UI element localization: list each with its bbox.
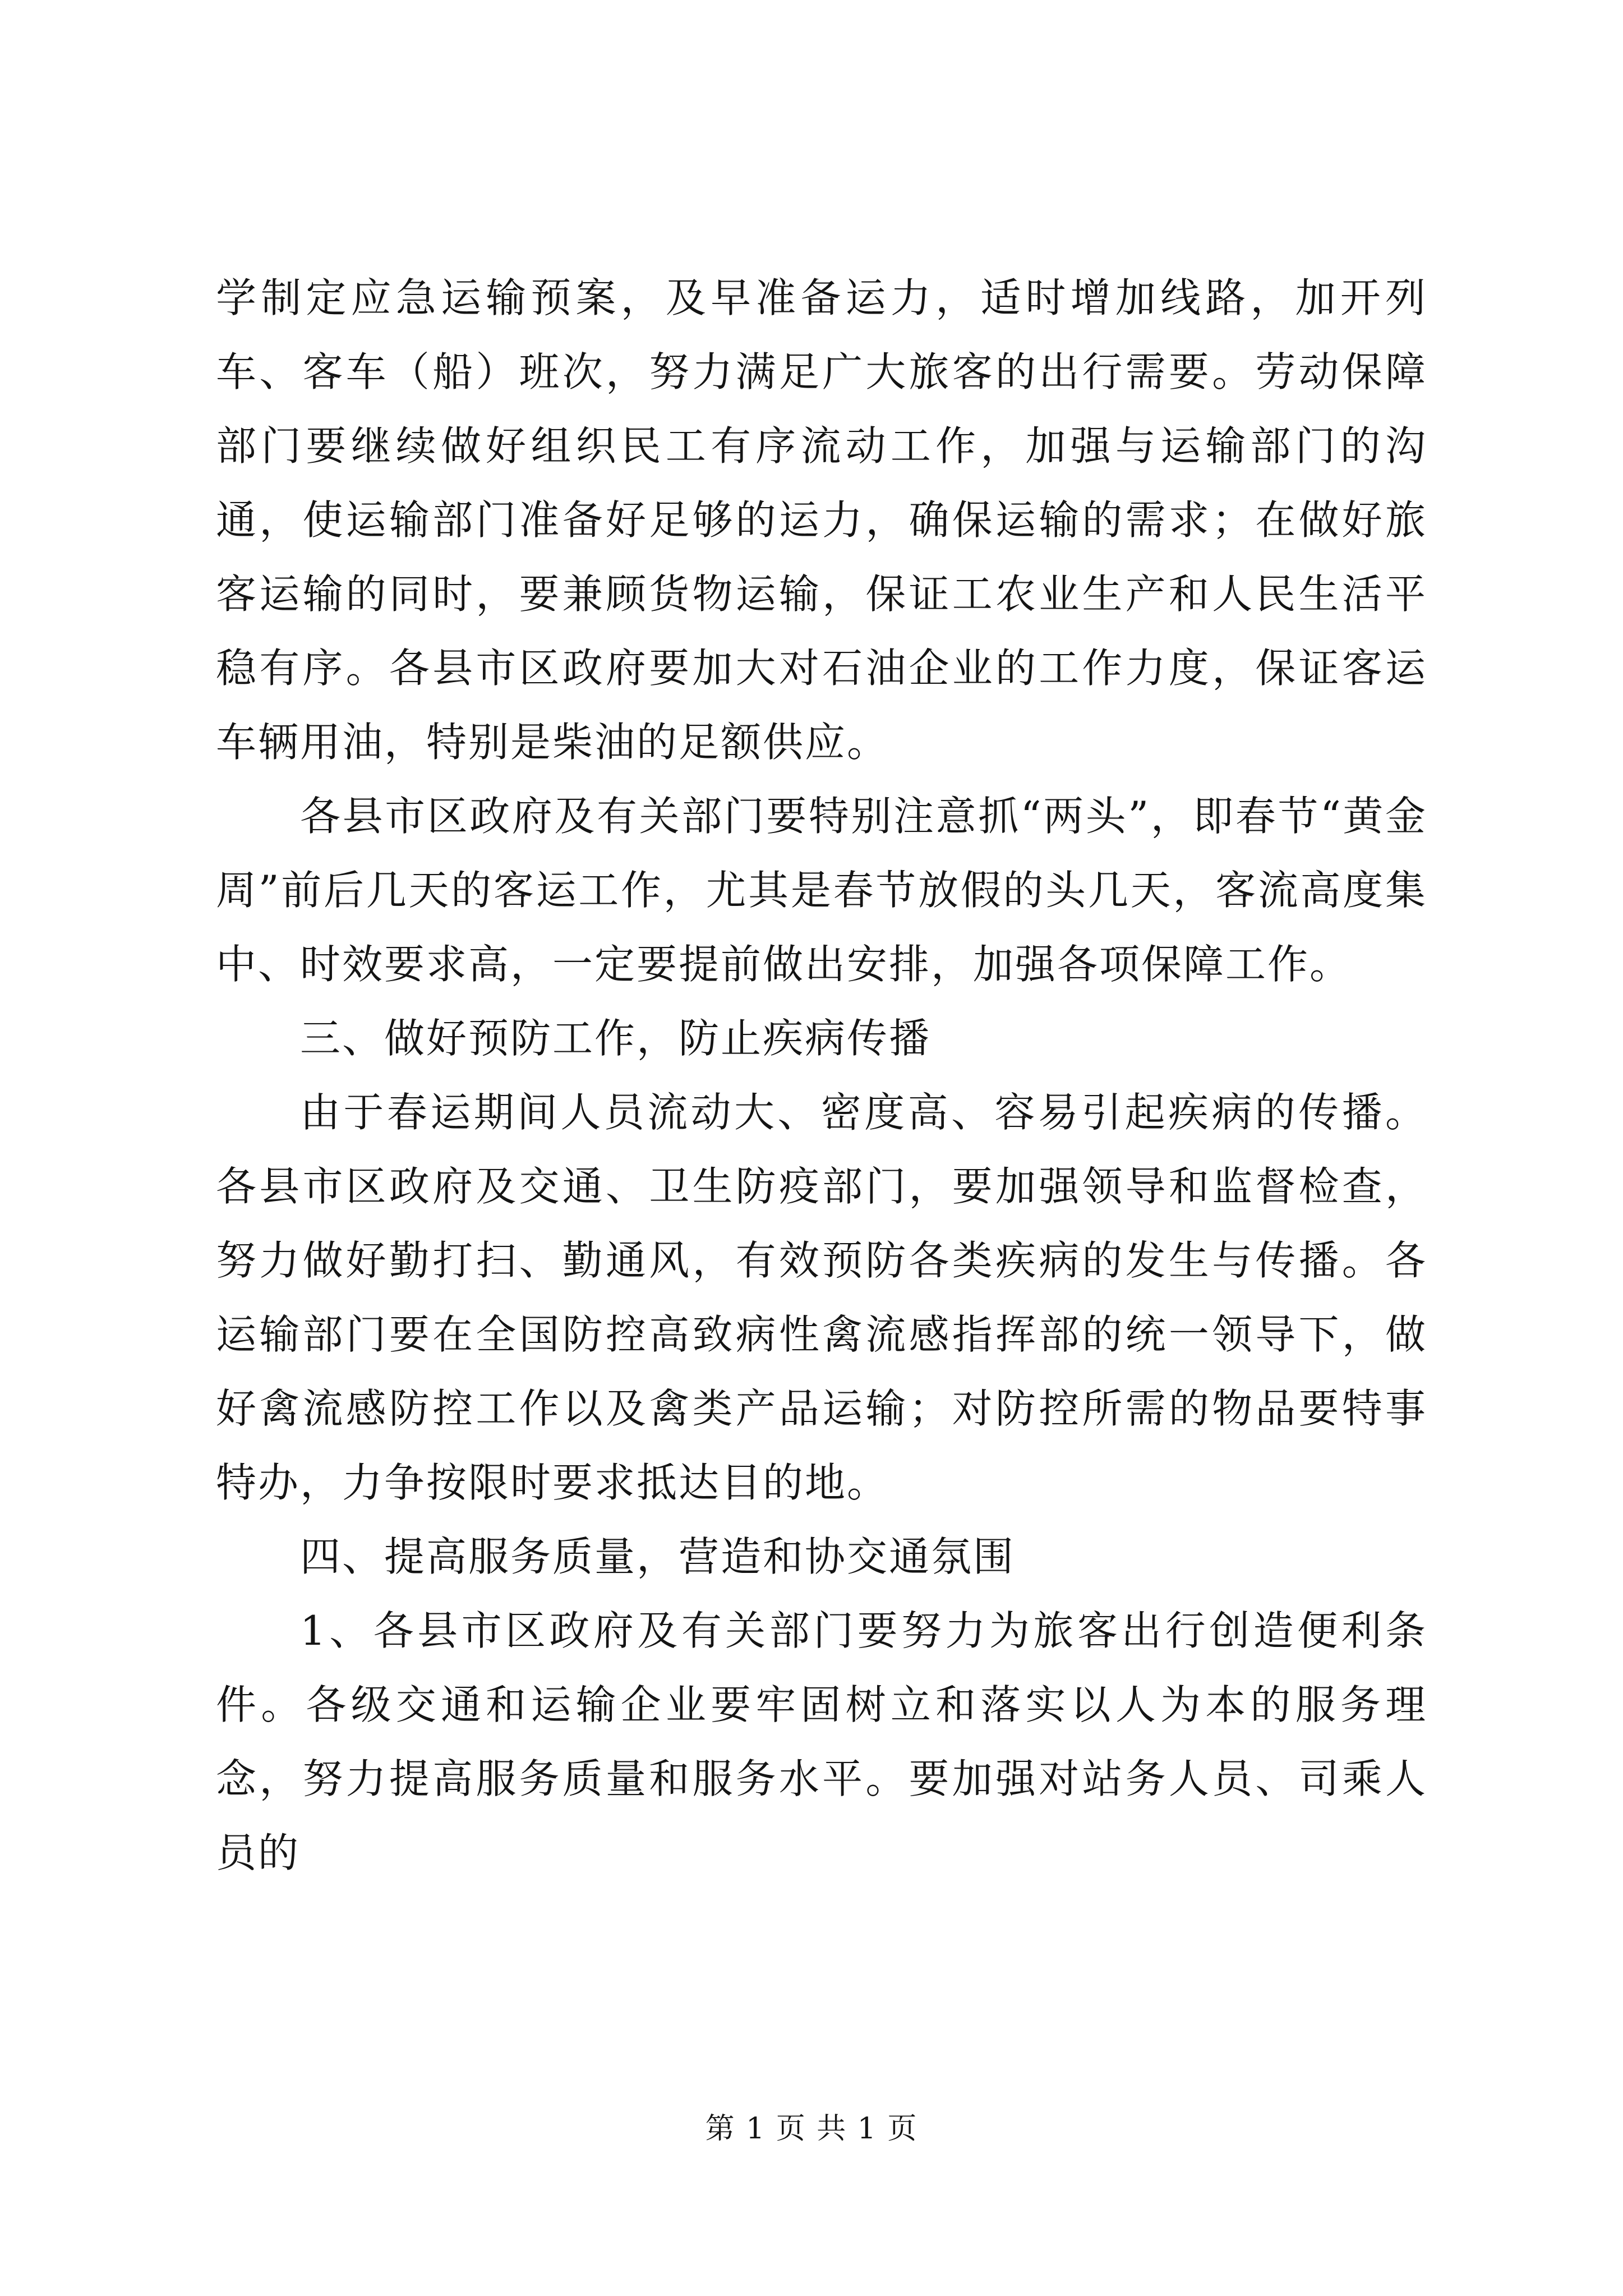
section-heading-4: 四、提高服务质量，营造和协交通氛围 [300,1533,1016,1580]
paragraph-continuation: 学制定应急运输预案，及早准备运力，适时增加线路，加开列车、客车（船）班次，努力满足广大旅客的出行需要。劳动保障部门要继续做好组织民工有序流动工作，加强与运输部门的沟通，使运输部门准备好足够的运力，确保运输的需求；在做好旅客运输的同时，要兼顾货物运输，保证工农业生产和人民生活平稳有序。各县市区政府要加大对石油企业的工作力度，保证客运车辆用油，特别是柴油的足额供应。 [216,274,1427,766]
paragraph-two-ends: 各县市区政府及有关部门要特别注意抓“两头”，即春节“黄金周”前后几天的客运工作，尤其是春节放假的头几天，客流高度集中、时效要求高，一定要提前做出安排，加强各项保障工作。 [216,793,1427,988]
page-footer: 第 1 页 共 1 页 [705,2112,918,2146]
paragraph-service-quality: 1、各县市区政府及有关部门要努力为旅客出行创造便利条件。各级交通和运输企业要牢固树立和落实以人为本的服务理念，努力提高服务质量和服务水平。要加强对站务人员、司乘人员的 [216,1607,1427,1876]
paragraph-disease-prevention: 由于春运期间人员流动大、密度高、容易引起疾病的传播。各县市区政府及交通、卫生防疫部门，要加强领导和监督检查，努力做好勤打扫、勤通风，有效预防各类疾病的发生与传播。各运输部门要在全国防控高致病性禽流感指挥部的统一领导下，做好禽流感防控工作以及禽类产品运输；对防控所需的物品要特事特办，力争按限时要求抵达目的地。 [216,1089,1427,1506]
section-heading-3: 三、做好预防工作，防止疾病传播 [300,1015,932,1062]
document-body [216,261,1427,1890]
